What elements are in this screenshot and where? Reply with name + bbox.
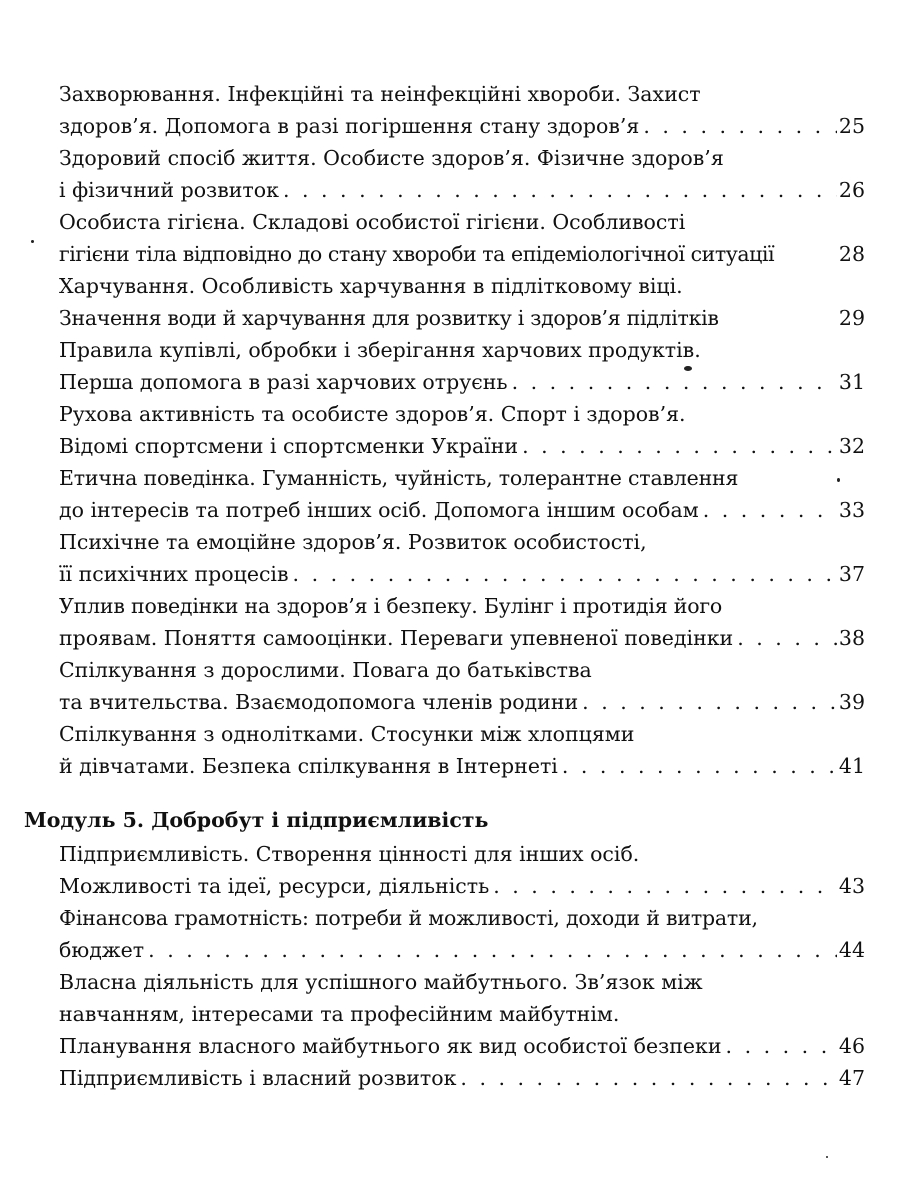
toc-entry-line: до інтересів та потреб інших осіб. Допомога іншим особам xyxy=(59,498,699,522)
dot-leader xyxy=(489,870,837,902)
toc-entry-line: Підприємливість і власний розвиток xyxy=(59,1066,457,1090)
toc-entry-line: Спілкування з однолітками. Стосунки між хлопцями xyxy=(59,722,635,746)
toc-entry-line: Планування власного майбутнього як вид особистої безпеки xyxy=(59,1034,722,1058)
toc-page-number: 28 xyxy=(838,242,865,266)
toc-entry xyxy=(59,206,865,270)
toc-entry-line: Здоровий спосіб життя. Особисте здоров’я. Фізичне здоров’я xyxy=(59,146,724,170)
toc-page-number: 31 xyxy=(838,370,865,394)
toc-entry-line: гігієни тіла відповідно до стану хвороби та епідеміологічної ситуації xyxy=(59,242,775,266)
toc-page-number: 44 xyxy=(838,938,865,962)
dot-leader xyxy=(699,494,837,526)
toc-entry xyxy=(59,1062,865,1094)
toc-entry-line: Правила купівлі, обробки і зберігання харчових продуктів. xyxy=(59,338,701,362)
toc-entry xyxy=(59,902,865,966)
toc-page-number: 41 xyxy=(838,754,865,778)
toc-page-number: 37 xyxy=(838,562,865,586)
dot-leader xyxy=(722,1030,837,1062)
toc-entry xyxy=(59,462,865,526)
toc-entry xyxy=(59,334,865,398)
toc-entry xyxy=(59,838,865,902)
toc-entry-line: Психічне та емоційне здоров’я. Розвиток особистості, xyxy=(59,530,647,554)
toc-entry xyxy=(59,966,865,1062)
dot-leader xyxy=(508,366,837,398)
toc-entry-line: й дівчатами. Безпека спілкування в Інтернеті xyxy=(59,754,558,778)
toc-entry-line: Харчування. Особливість харчування в підлітковому віці. xyxy=(59,274,683,298)
toc-entry-line: Підприємливість. Створення цінності для інших осіб. xyxy=(59,842,640,866)
dot-leader xyxy=(279,174,837,206)
table-of-contents xyxy=(59,78,865,782)
toc-entry-line: навчанням, інтересами та професійним майбутнім. xyxy=(59,1002,620,1026)
toc-entry-line: Уплив поведінки на здоров’я і безпеку. Булінг і протидія його xyxy=(59,594,723,618)
toc-page-number: 43 xyxy=(838,874,865,898)
toc-entry xyxy=(59,718,865,782)
dot-leader xyxy=(456,1062,837,1094)
toc-page-number: 39 xyxy=(838,690,865,714)
toc-entry-line: Можливості та ідеї, ресурси, діяльність xyxy=(59,874,490,898)
toc-page-number: 38 xyxy=(838,626,865,650)
toc-page-number: 47 xyxy=(838,1066,865,1090)
scan-speck xyxy=(31,240,34,243)
toc-entry xyxy=(59,398,865,462)
dot-leader xyxy=(518,430,837,462)
toc-entry-line: бюджет xyxy=(59,938,145,962)
toc-page-number: 25 xyxy=(838,114,865,138)
toc-entry-line: та вчительства. Взаємодопомога членів родини xyxy=(59,690,579,714)
dot-leader xyxy=(578,686,837,718)
dot-leader xyxy=(733,622,837,654)
scan-speck xyxy=(684,366,692,371)
dot-leader xyxy=(639,110,837,142)
toc-entry-line: її психічних процесів xyxy=(59,562,289,586)
toc-entry xyxy=(59,78,865,142)
toc-page-number: 46 xyxy=(838,1034,865,1058)
module-table-of-contents xyxy=(59,838,865,1094)
toc-entry xyxy=(59,590,865,654)
toc-entry-line: Спілкування з дорослими. Повага до батьківства xyxy=(59,658,592,682)
toc-page-number: 32 xyxy=(838,434,865,458)
toc-page-number: 33 xyxy=(838,498,865,522)
toc-entry-line: Захворювання. Інфекційні та неінфекційні хвороби. Захист xyxy=(59,82,701,106)
toc-entry-line: Відомі спортсмени і спортсменки України xyxy=(59,434,519,458)
toc-page-number: 29 xyxy=(838,306,865,330)
toc-entry xyxy=(59,526,865,590)
toc-entry-line: і фізичний розвиток xyxy=(59,178,279,202)
toc-entry xyxy=(59,654,865,718)
toc-entry-line: проявам. Поняття самооцінки. Переваги упевненої поведінки xyxy=(59,626,734,650)
scan-speck xyxy=(837,478,840,482)
toc-entry-line: Значення води й харчування для розвитку і здоров’я підлітків xyxy=(59,306,719,330)
toc-entry xyxy=(59,270,865,334)
module-heading: Модуль 5. Добробут і підприємливість xyxy=(24,808,489,832)
toc-page-number: 26 xyxy=(838,178,865,202)
toc-entry-line: Етична поведінка. Гуманність, чуйність, толерантне ставлення xyxy=(59,466,739,490)
toc-entry-line: Фінансова грамотність: потреби й можливості, доходи й витрати, xyxy=(59,906,758,930)
dot-leader xyxy=(558,750,837,782)
toc-entry-line: здоров’я. Допомога в разі погіршення стану здоров’я xyxy=(59,114,640,138)
toc-entry-line: Рухова активність та особисте здоров’я. Спорт і здоров’я. xyxy=(59,402,686,426)
toc-entry-line: Перша допомога в разі харчових отруєнь xyxy=(59,370,508,394)
dot-leader xyxy=(289,558,837,590)
scan-speck xyxy=(826,1156,828,1158)
dot-leader xyxy=(144,934,837,966)
toc-entry-line: Власна діяльність для успішного майбутнього. Зв’язок між xyxy=(59,970,703,994)
toc-entry-line: Особиста гігієна. Складові особистої гігієни. Особливості xyxy=(59,210,686,234)
toc-entry xyxy=(59,142,865,206)
